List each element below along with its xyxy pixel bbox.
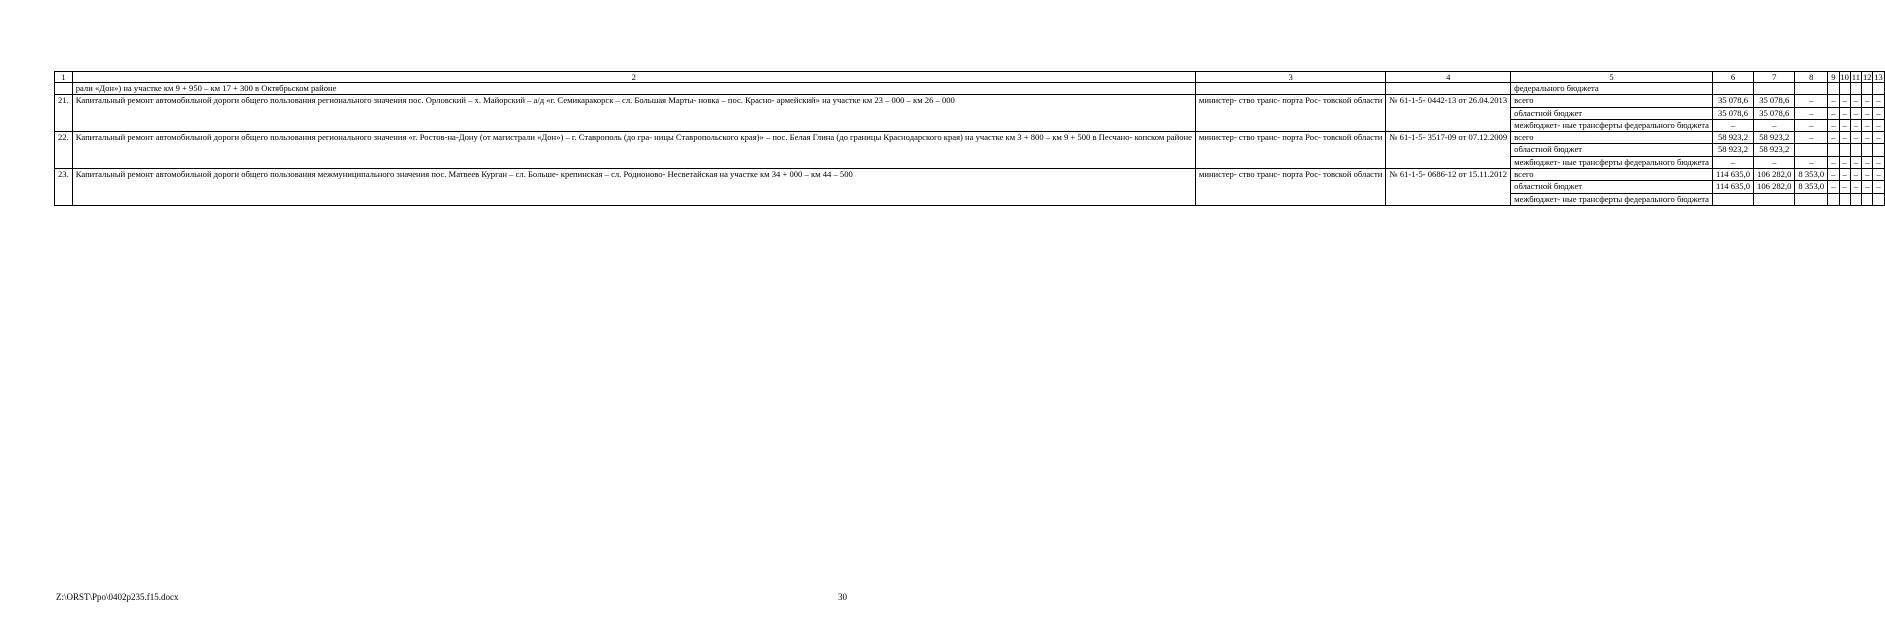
source-cell: межбюджет- ные трансферты федерального бюджета — [1511, 119, 1713, 131]
value-cell: – — [1828, 119, 1839, 131]
value-cell: – — [1850, 156, 1861, 168]
value-cell: – — [1850, 119, 1861, 131]
value-cell — [1754, 193, 1795, 205]
value-cell: 106 282,0 — [1754, 169, 1795, 181]
value-cell: – — [1712, 119, 1753, 131]
customer-cell: министер- ство транс- порта Рос- товской области — [1195, 95, 1385, 132]
table-row — [55, 169, 1885, 181]
value-cell: – — [1850, 95, 1861, 107]
value-cell: 35 078,6 — [1712, 95, 1753, 107]
value-cell: – — [1862, 169, 1873, 181]
header-cell: 11 — [1851, 72, 1861, 82]
row-number-cell — [55, 83, 73, 95]
value-cell: 35 078,6 — [1754, 95, 1795, 107]
value-cell: – — [1873, 156, 1884, 168]
value-cell — [1862, 83, 1873, 95]
value-cell — [1850, 83, 1861, 95]
value-cell: – — [1873, 95, 1884, 107]
value-cell: 58 923,2 — [1712, 144, 1753, 156]
value-cell: – — [1795, 95, 1828, 107]
row-number-cell: 23. — [55, 169, 73, 206]
value-cell — [1839, 144, 1850, 156]
program-table — [54, 71, 1885, 206]
value-cell: – — [1828, 181, 1839, 193]
value-cell: – — [1839, 156, 1850, 168]
header-cell: 4 — [1386, 72, 1511, 83]
value-cell — [1839, 83, 1850, 95]
value-cell: – — [1862, 181, 1873, 193]
header-cell: 7 — [1754, 72, 1795, 83]
header-cell: 8 — [1795, 72, 1828, 83]
value-cell: – — [1795, 107, 1828, 119]
header-cell: 5 — [1511, 72, 1713, 83]
value-cell: – — [1862, 107, 1873, 119]
value-cell: 58 923,2 — [1754, 144, 1795, 156]
value-cell: 8 353,0 — [1795, 181, 1828, 193]
row-number-cell: 21. — [55, 95, 73, 132]
value-cell: – — [1862, 156, 1873, 168]
object-name-cell: Капитальный ремонт автомобильной дороги общего пользования регионального значения пос. Орловский – х. Майорский – а/д «г. Семикаракорск – сл. Большая Марты- новка – пос. Красно- армейский» на участке км 23 – 000 – км 26 – 000 — [72, 95, 1195, 132]
value-cell — [1828, 193, 1839, 205]
table-row — [55, 95, 1885, 107]
source-cell: областной бюджет — [1511, 107, 1713, 119]
header-cell: 3 — [1195, 72, 1385, 83]
value-cell: – — [1850, 181, 1861, 193]
value-cell: – — [1862, 95, 1873, 107]
value-cell: – — [1839, 95, 1850, 107]
value-cell: – — [1839, 132, 1850, 144]
value-cell: – — [1795, 119, 1828, 131]
value-cell: – — [1712, 156, 1753, 168]
continuation-row — [55, 83, 1885, 95]
header-cell: 9 — [1828, 72, 1839, 83]
value-cell — [1795, 144, 1828, 156]
customer-cell: министер- ство транс- порта Рос- товской области — [1195, 132, 1385, 169]
source-cell: межбюджет- ные трансферты федерального бюджета — [1511, 193, 1713, 205]
value-cell: – — [1754, 156, 1795, 168]
value-cell: – — [1828, 156, 1839, 168]
header-cell: 10 — [1840, 72, 1849, 82]
value-cell: – — [1873, 132, 1884, 144]
value-cell: – — [1873, 181, 1884, 193]
header-cell: 12 — [1862, 72, 1872, 82]
value-cell — [1862, 144, 1873, 156]
value-cell — [1828, 144, 1839, 156]
header-cell: 6 — [1712, 72, 1753, 83]
value-cell — [1850, 144, 1861, 156]
header-cell: 1 — [55, 72, 73, 83]
source-cell: областной бюджет — [1511, 144, 1713, 156]
value-cell — [1754, 83, 1795, 95]
table-body — [55, 72, 1885, 206]
document-cell: № 61-1-5- 0442-13 от 26.04.2013 — [1386, 95, 1511, 132]
header-cell: 13 — [1874, 72, 1883, 82]
customer-cell — [1195, 83, 1385, 95]
value-cell: – — [1850, 107, 1861, 119]
document-cell: № 61-1-5- 3517-09 от 07.12.2009 — [1386, 132, 1511, 169]
value-cell: – — [1828, 169, 1839, 181]
source-cell: всего — [1511, 132, 1713, 144]
value-cell — [1873, 144, 1884, 156]
source-cell: областной бюджет — [1511, 181, 1713, 193]
value-cell: – — [1828, 95, 1839, 107]
column-number-row — [55, 72, 1885, 83]
value-cell: 58 923,2 — [1712, 132, 1753, 144]
page-number: 30 — [838, 592, 847, 602]
value-cell: – — [1754, 119, 1795, 131]
value-cell: – — [1828, 107, 1839, 119]
object-name-cell: Капитальный ремонт автомобильной дороги общего пользования регионального значения «г. Ростов-на-Дону (от магистрали «Дон») – г. Ставрополь (до гра- ницы Ставропольского края)» – пос. Белая Глина (до границы Краснодарского края) на участке км 3 + 800 – км 9 + 500 в Песчано- копском районе — [72, 132, 1195, 169]
source-cell: межбюджет- ные трансферты федерального бюджета — [1511, 156, 1713, 168]
value-cell: – — [1850, 132, 1861, 144]
source-cell: всего — [1511, 95, 1713, 107]
value-cell: – — [1862, 132, 1873, 144]
value-cell: 114 635,0 — [1712, 181, 1753, 193]
source-cell: федерального бюджета — [1511, 83, 1713, 95]
value-cell — [1839, 193, 1850, 205]
source-cell: всего — [1511, 169, 1713, 181]
value-cell: 114 635,0 — [1712, 169, 1753, 181]
value-cell: – — [1839, 119, 1850, 131]
value-cell: 35 078,6 — [1754, 107, 1795, 119]
value-cell: – — [1873, 107, 1884, 119]
value-cell — [1795, 193, 1828, 205]
value-cell — [1712, 193, 1753, 205]
value-cell: 58 923,2 — [1754, 132, 1795, 144]
value-cell — [1873, 193, 1884, 205]
value-cell: – — [1839, 169, 1850, 181]
document-cell: № 61-1-5- 0686-12 от 15.11.2012 — [1386, 169, 1511, 206]
row-number-cell: 22. — [55, 132, 73, 169]
value-cell — [1712, 83, 1753, 95]
value-cell: 106 282,0 — [1754, 181, 1795, 193]
document-cell — [1386, 83, 1511, 95]
value-cell: – — [1795, 132, 1828, 144]
table-row — [55, 132, 1885, 144]
value-cell — [1795, 83, 1828, 95]
value-cell — [1850, 193, 1861, 205]
value-cell — [1873, 83, 1884, 95]
value-cell: – — [1839, 107, 1850, 119]
value-cell: – — [1795, 156, 1828, 168]
file-path: Z:\ORST\Ppo\0402p235.f15.docx — [56, 592, 179, 602]
value-cell — [1828, 83, 1839, 95]
value-cell: – — [1828, 132, 1839, 144]
object-name-cell: рали «Дон») на участке км 9 + 950 – км 17 + 300 в Октябрьском районе — [72, 83, 1195, 95]
value-cell: – — [1873, 119, 1884, 131]
value-cell: – — [1850, 169, 1861, 181]
value-cell: – — [1873, 169, 1884, 181]
object-name-cell: Капитальный ремонт автомобильной дороги общего пользования межмуниципального значения пос. Матвеев Курган – сл. Больше- крепинская – сл. Родионово- Несветайская на участке км 34 + 000 – км 44 – 500 — [72, 169, 1195, 206]
header-cell: 2 — [72, 72, 1195, 83]
value-cell: 35 078,6 — [1712, 107, 1753, 119]
value-cell — [1862, 193, 1873, 205]
value-cell: – — [1862, 119, 1873, 131]
value-cell: – — [1839, 181, 1850, 193]
customer-cell: министер- ство транс- порта Рос- товской области — [1195, 169, 1385, 206]
value-cell: 8 353,0 — [1795, 169, 1828, 181]
